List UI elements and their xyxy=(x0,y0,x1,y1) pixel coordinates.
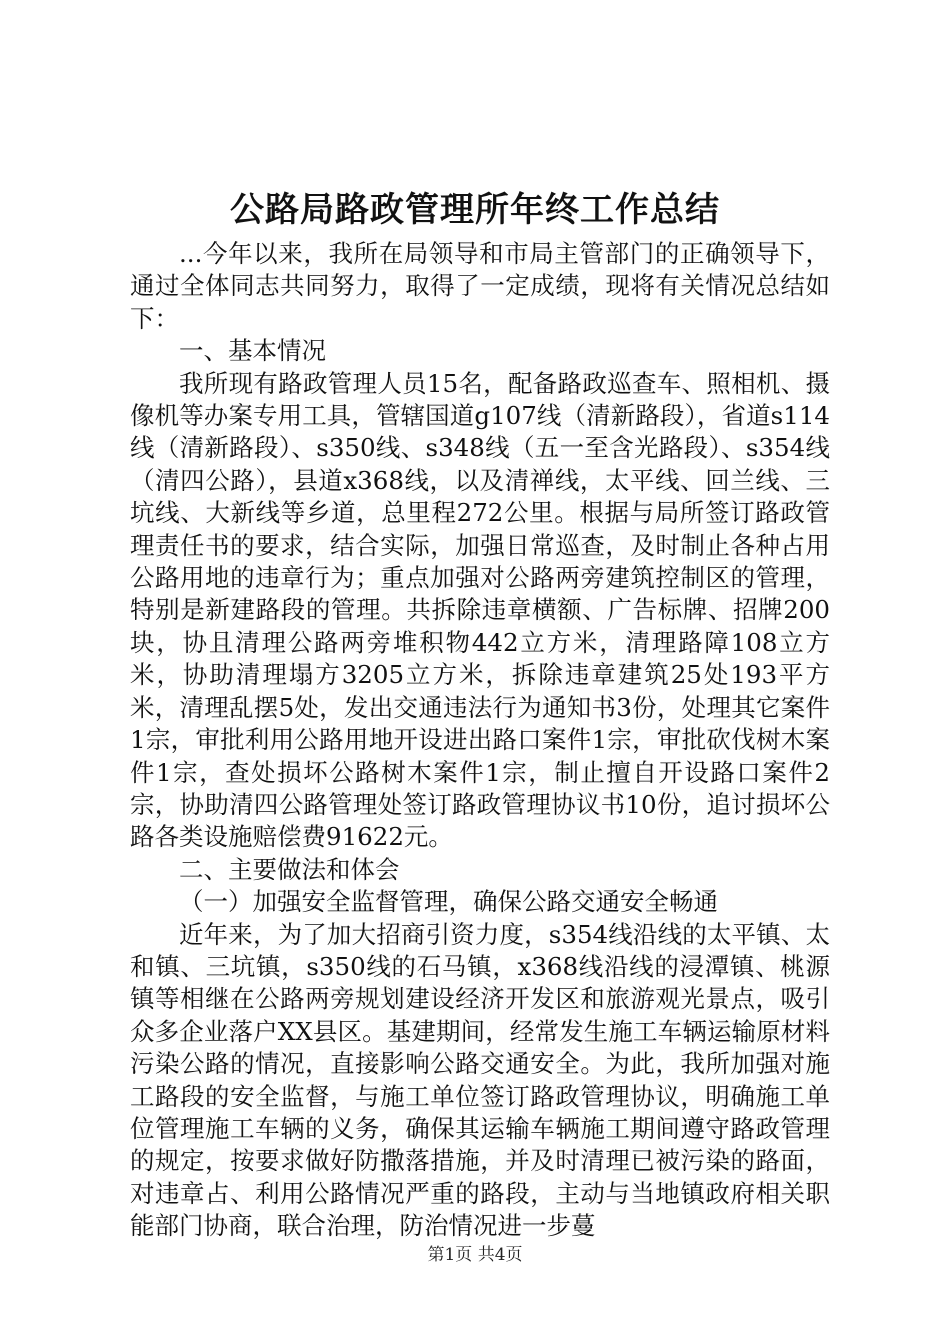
page-footer: 第1页 共4页 xyxy=(427,1245,523,1265)
paragraph-safety-supervision: 近年来，为了加大招商引资力度，s354线沿线的太平镇、太和镇、三坑镇，s350线的石马镇，x368线沿线的浸潭镇、桃源镇等相继在公路两旁规划建设经济开发区和旅游观光景点，吸引众多企业落户XX县区。基建期间，经常发生施工车辆运输原材料污染公路的情况，直接影响公路交通安全。为此，我所加强对施工路段的安全监督，与施工单位签订路政管理协议，明确施工单位管理施工车辆的义务，确保其运输车辆施工期间遵守路政管理的规定，按要求做好防撒落措施，并及时清理已被污染的路面，对违章占、利用公路情况严重的路段，主动与当地镇政府相关职能部门协商，联合治理，防治情况进一步蔓 xyxy=(130,919,830,1241)
heading-main-practices: 二、主要做法和体会 xyxy=(179,854,400,884)
subheading-safety-supervision: （一）加强安全监督管理，确保公路交通安全畅通 xyxy=(179,887,718,917)
paragraph-intro: ...今年以来，我所在局领导和市局主管部门的正确领导下，通过全体同志共同努力，取得了一定成绩，现将有关情况总结如下： xyxy=(130,239,830,333)
document-body xyxy=(130,238,830,1243)
paragraph-basic-situation: 我所现有路政管理人员15名，配备路政巡查车、照相机、摄像机等办案专用工具，管辖国道g107线（清新路段），省道s114线（清新路段）、s350线、s348线（五一至含光路段）、s354线（清四公路），县道x368线，以及清禅线，太平线、回兰线、三坑线、大新线等乡道，总里程272公里。根据与局所签订路政管理责任书的要求，结合实际，加强日常巡查，及时制止各种占用公路用地的违章行为；重点加强对公路两旁建筑控制区的管理，特别是新建路段的管理。共拆除违章横额、广告标牌、招牌200块，协且清理公路两旁堆积物442立方米，清理路障108立方米，协助清理塌方3205立方米，拆除违章建筑25处193平方米，清理乱摆5处，发出交通违法行为通知书3份，处理其它案件1宗，审批利用公路用地开设进出路口案件1宗，审批砍伐树木案件1宗，查处损坏公路树木案件1宗，制止擅自开设路口案件2宗，协助清四公路管理处签订路政管理协议书10份，追讨损坏公路各类设施赔偿费91622元。 xyxy=(130,368,830,852)
document-title: 公路局路政管理所年终工作总结 xyxy=(230,190,720,230)
heading-basic-situation: 一、基本情况 xyxy=(179,336,326,366)
